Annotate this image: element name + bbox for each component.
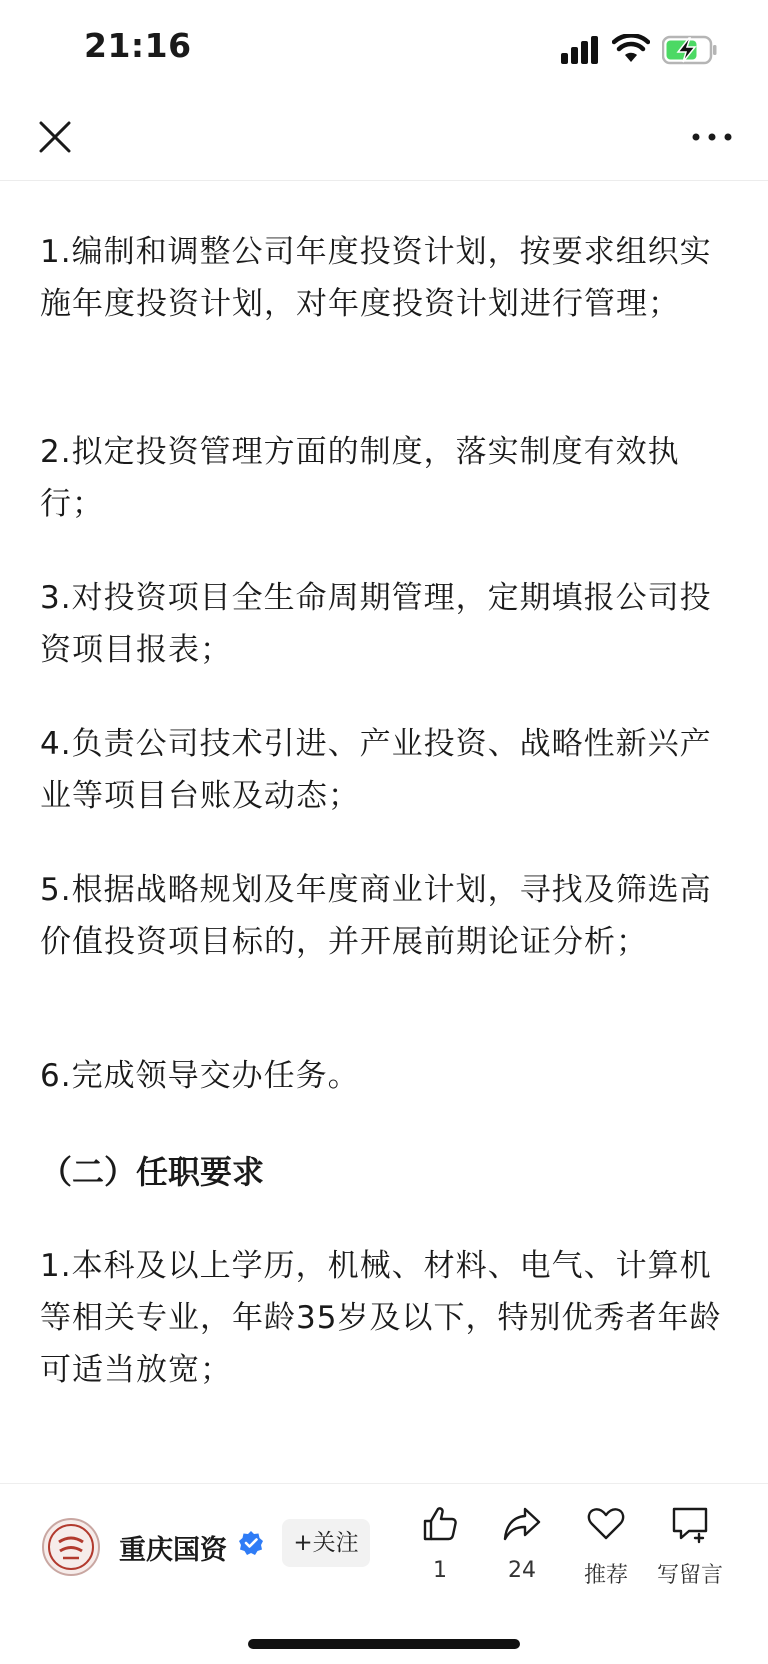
close-icon[interactable] bbox=[35, 117, 75, 157]
verified-badge-icon bbox=[238, 1530, 264, 1556]
like-count: 1 bbox=[433, 1558, 447, 1583]
duty-item-5: 5.根据战略规划及年度商业计划，寻找及筛选高价值投资项目标的，并开展前期论证分析； bbox=[40, 872, 712, 960]
recommend-label: 推荐 bbox=[583, 1563, 628, 1588]
section-title-requirements: （二）任职要求 bbox=[40, 1153, 265, 1191]
share-count: 24 bbox=[508, 1558, 536, 1583]
share-icon bbox=[502, 1504, 542, 1544]
account-logo-icon bbox=[44, 1520, 98, 1574]
duty-item-4: 4.负责公司技术引进、产业投资、战略性新兴产业等项目台账及动态； bbox=[40, 726, 712, 814]
duty-item-1: 1.编制和调整公司年度投资计划，按要求组织实施年度投资计划，对年度投资计划进行管理； bbox=[40, 234, 712, 322]
article-body bbox=[40, 180, 730, 1480]
comment-add-icon bbox=[669, 1504, 711, 1544]
wifi-icon bbox=[612, 34, 650, 64]
thumbs-up-icon bbox=[420, 1504, 460, 1544]
duty-item-3: 3.对投资项目全生命周期管理，定期填报公司投资项目报表； bbox=[40, 580, 712, 668]
status-bar bbox=[0, 0, 768, 100]
top-nav bbox=[0, 100, 768, 181]
cellular-signal-icon bbox=[561, 36, 599, 64]
heart-icon bbox=[586, 1504, 626, 1544]
bottom-action-bar bbox=[0, 1483, 768, 1664]
battery-charging-icon bbox=[662, 35, 718, 65]
requirement-item-1: 1.本科及以上学历，机械、材料、电气、计算机等相关专业，年龄35岁及以下，特别优秀者年龄可适当放宽； bbox=[40, 1248, 722, 1388]
comment-label: 写留言 bbox=[656, 1563, 723, 1588]
duty-item-2: 2.拟定投资管理方面的制度，落实制度有效执行； bbox=[40, 434, 680, 522]
follow-button[interactable]: +关注 bbox=[282, 1519, 370, 1567]
share-button[interactable] bbox=[482, 1504, 562, 1583]
more-icon[interactable] bbox=[690, 117, 734, 157]
duty-item-6: 6.完成领导交办任务。 bbox=[40, 1058, 360, 1094]
account-avatar[interactable] bbox=[42, 1518, 100, 1576]
recommend-button[interactable] bbox=[566, 1504, 646, 1589]
account-name[interactable]: 重庆国资 bbox=[119, 1535, 227, 1566]
scrolled-text-fragment bbox=[40, 180, 730, 188]
status-time: 21:16 bbox=[84, 26, 192, 65]
home-indicator[interactable] bbox=[248, 1639, 520, 1649]
like-button[interactable] bbox=[400, 1504, 480, 1583]
write-comment-button[interactable] bbox=[650, 1504, 730, 1589]
